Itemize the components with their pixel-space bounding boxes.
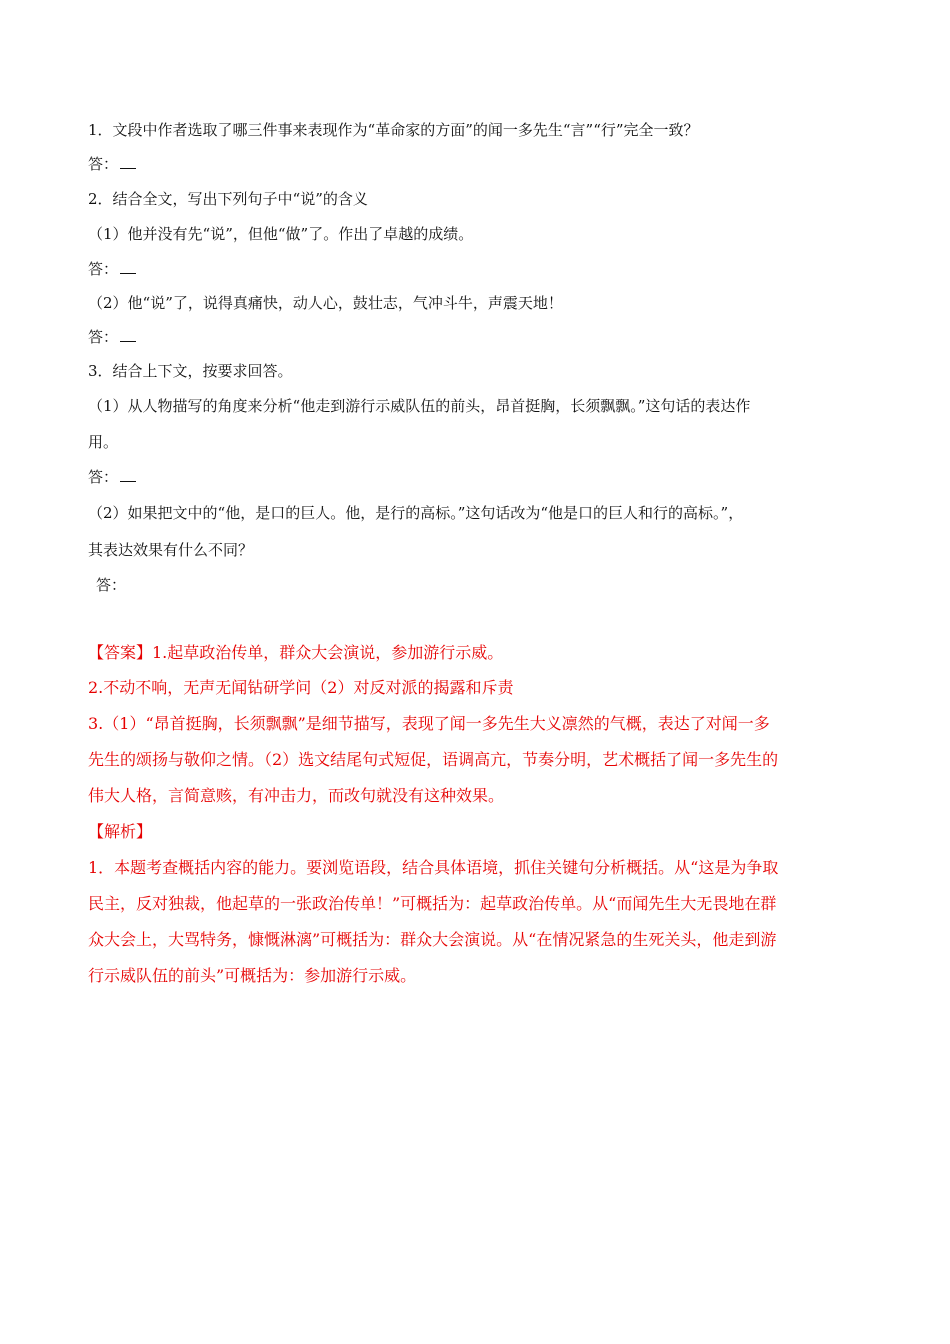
question-3-2-answer: 答：: [96, 576, 127, 594]
question-3-1-line2: 用。: [88, 433, 119, 451]
answer-label: 答：: [88, 155, 119, 173]
answer-label: 答：: [88, 328, 119, 346]
analysis-line-1: 1．本题考查概括内容的能力。要浏览语段，结合具体语境，抓住关键句分析概括。从“这是为争取: [88, 858, 779, 877]
question-2-1-answer: [88, 259, 868, 279]
question-3-1-line1: （1）从人物描写的角度来分析“他走到游行示威队伍的前头，昂首挺胸，长须飘飘。”这句话的表达作: [88, 397, 751, 415]
answer-line-4: 先生的颂扬与敬仰之情。（2）选文结尾句式短促，语调高亢，节奏分明，艺术概括了闻一多先生的: [88, 750, 779, 769]
question-3-2-line1: （2）如果把文中的“他，是口的巨人。他，是行的高标。”这句话改为“他是口的巨人和行的高标。”，: [88, 504, 744, 522]
answer-blank: [120, 327, 136, 342]
analysis-line-4: 行示威队伍的前头”可概括为：参加游行示威。: [88, 966, 417, 985]
question-1-answer: [88, 154, 868, 174]
question-3: 3．结合上下文，按要求回答。: [88, 362, 293, 380]
answer-blank: [120, 259, 136, 274]
answer-line-3: 3.（1）“昂首挺胸，长须飘飘”是细节描写，表现了闻一多先生大义凛然的气概，表达了对闻一多: [88, 714, 770, 733]
analysis-heading: 【解析】: [88, 822, 153, 841]
answer-label: 答：: [88, 468, 119, 486]
question-3-1-answer: [88, 467, 868, 487]
question-2-1: （1）他并没有先“说”，但他“做”了。作出了卓越的成绩。: [88, 225, 474, 243]
analysis-line-3: 众大会上，大骂特务，慷慨淋漓”可概括为：群众大会演说。从“在情况紧急的生死关头，他走到游: [88, 930, 777, 949]
question-2-2-answer: [88, 327, 868, 347]
question-2-2: （2）他“说”了，说得真痛快，动人心，鼓壮志，气冲斗牛，声震天地！: [88, 294, 563, 312]
answer-line-1: 【答案】1.起草政治传单，群众大会演说，参加游行示威。: [88, 643, 504, 662]
analysis-line-2: 民主，反对独裁，他起草的一张政治传单！”可概括为：起草政治传单。从“而闻先生大无畏地在群: [88, 894, 777, 913]
answer-line-2: 2.不动不响，无声无闻钻研学问（2）对反对派的揭露和斥责: [88, 678, 514, 697]
question-2: 2．结合全文，写出下列句子中“说”的含义: [88, 190, 368, 208]
question-1: 1．文段中作者选取了哪三件事来表现作为“革命家的方面”的闻一多先生“言”“行”完全一致？: [88, 121, 699, 139]
question-3-2-line2: 其表达效果有什么不同？: [88, 541, 254, 559]
answer-blank: [120, 467, 136, 482]
answer-blank: [120, 154, 136, 169]
answer-line-5: 伟大人格，言简意赅，有冲击力，而改句就没有这种效果。: [88, 786, 505, 805]
answer-label: 答：: [88, 260, 119, 278]
